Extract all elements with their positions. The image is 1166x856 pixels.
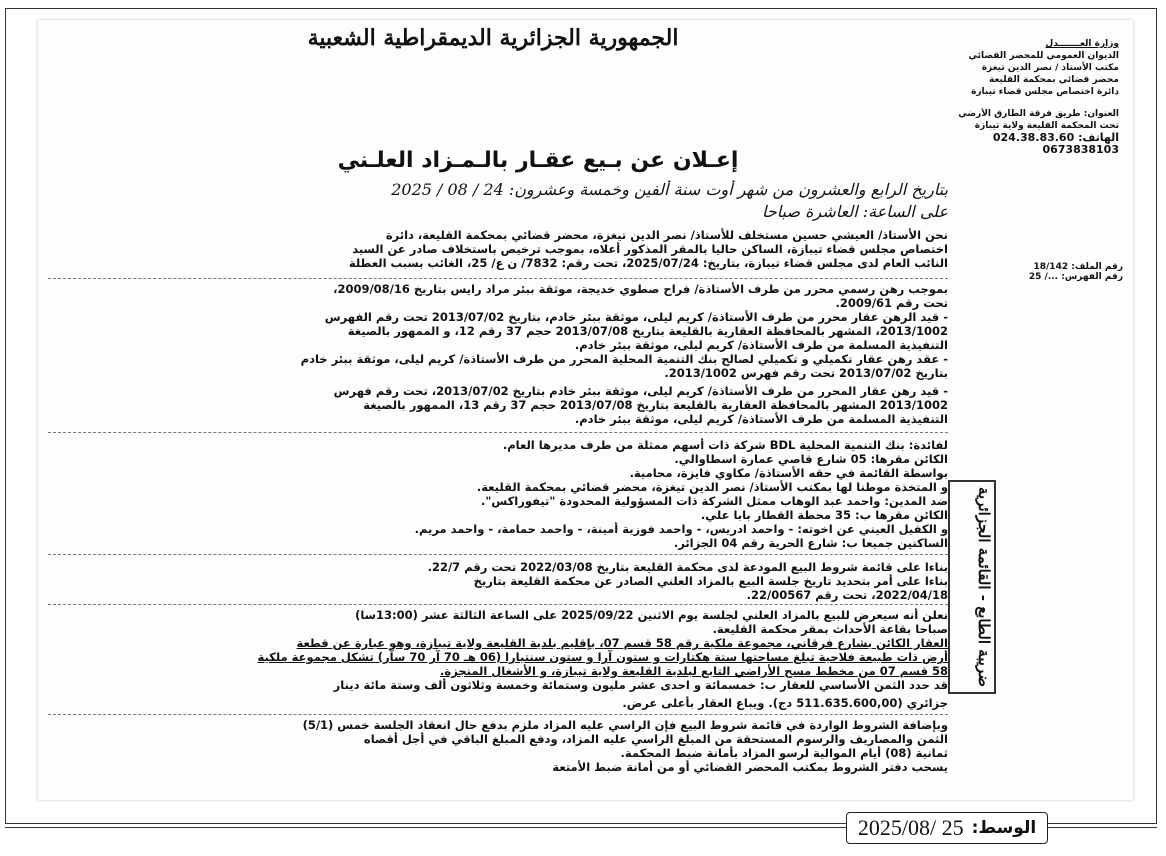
- contact-line: الهاتف: 024.38.83.60: [992, 131, 1119, 144]
- office-line: وزارة العـــــــدل: [1045, 39, 1119, 49]
- intro-line: نحن الأستاذ/ العيشي حسين مستخلف للأستاذ/ نصر الدين تيغزة، محضر قضائي بمحكمة القليعة، دائرة: [385, 228, 948, 242]
- tax-stamp: ضريبة الطابع - القائمة الجزائرية: [948, 480, 996, 694]
- basis-line: بناءا على أمر بتحديد تاريخ جلسة البيع بالمزاد العلني الصادر عن محكمة القليعة بتاريخ: [473, 574, 948, 588]
- separator: [48, 432, 948, 433]
- mortgage-line: 2013/1002 المشهر بالمحافظة العقارية بالقليعة بتاريخ 2013/07/08 حجم 37 رقم 13، الممهور بالصيغة: [363, 398, 948, 412]
- basis-line: بناءا على قائمة شروط البيع المودعة لدى محكمة القليعة بتاريخ 2022/03/08 تحت رقم 22/7.: [427, 560, 948, 574]
- legal-notice-document: [38, 20, 1133, 800]
- newspaper-name: الوسط:: [971, 818, 1037, 838]
- announcement-line: جزائري (511.635.600,00 دج). ويباع العقار بأعلى عرض.: [622, 696, 948, 710]
- closing-line: يسحب دفتر الشروط بمكتب المحضر القضائي أو من أمانة ضبط الأمتعة: [552, 760, 948, 774]
- party-line: و المتخذة موطنا لها بمكتب الأستاذ/ نصر الدين تيغزة، محضر قضائي بمحكمة القليعة.: [476, 480, 948, 494]
- file-refs: [1003, 262, 1123, 282]
- footer-rule-left: [5, 827, 847, 828]
- announcement-line: قد حدد الثمن الأساسي للعقار ب: خمسمائة و احدى عشر مليون وستمائة وخمسة وثلاثون ألف وستة مائة دينار: [333, 678, 948, 692]
- publication-date: 2025/08/ 25: [857, 815, 964, 840]
- republic-title: الجمهورية الجزائرية الديمقراطية الشعبية: [307, 25, 679, 51]
- contact-line: العنوان: طريق فرقة الطارق الأرضي: [958, 109, 1119, 119]
- announcement-line: 58 قسم 07 من مخطط مسح الأراضي التابع لبلدية القليعة ولاية تيبازة، و الأشغال المنجزة.: [440, 664, 948, 678]
- basis-line: 2022/04/18، تحت رقم 22/00567.: [746, 588, 948, 602]
- closing-line: الثمن والمصاريف والرسوم المستحقة من المبلغ الراسي عليه المزاد، ودفع المبلغ الباقي في أجل أقصاه: [363, 732, 948, 746]
- time-line: على الساعة: العاشرة صباحا: [761, 202, 948, 221]
- separator: [48, 714, 948, 715]
- separator: [48, 278, 948, 279]
- announcement-line: صباحا بقاعة الأحداث بمقر محكمة القليعة.: [712, 622, 948, 636]
- office-line: مكتب الأستاذ / نصر الدين تيغزة: [981, 63, 1119, 73]
- party-line: ضد المدين: واحمد عبد الوهاب ممثل الشركة ذات المسؤولية المحدودة "تيفوراكس".: [481, 494, 948, 508]
- notice-heading: إعـلان عن بـيع عقـار بالـمـزاد العلـني: [337, 148, 739, 173]
- office-line: الديوان العمومي للمحضر القضائي: [968, 51, 1119, 61]
- mortgage-line: بتاريخ 2013/07/02 تحت رقم فهرس 2013/1002.: [664, 366, 948, 380]
- footer-rule-right: [1046, 827, 1157, 828]
- contact-line: 0673838103: [1042, 143, 1119, 156]
- mortgage-line: - عقد رهن عقار تكميلي و تكميلي لصالح بنك التنمية المحلية المحرر من طرف الأستاذة/ كريم ليلى، موثقة ببئر خادم: [300, 352, 948, 366]
- party-line: و الكفيل العيني عن اخوته: - واحمد ادريس، - واحمد فوزية أمينة، - واحمد حمامة، - واحمد مريم.: [414, 522, 948, 536]
- separator: [48, 554, 948, 555]
- separator: [48, 604, 948, 605]
- closing-line: ثمانية (08) أيام الموالية لرسو المزاد بأمانة ضبط المحكمة.: [620, 746, 948, 760]
- announcement-line: العقار الكائن بشارع فرقاني، مجموعة ملكية رقم 58 قسم 07، بإقليم بلدية القليعة ولاية تيبازة، وهو عبارة عن قطعة: [296, 636, 948, 650]
- intro-line: اختصاص مجلس قضاء تيبازة، الساكن حاليا بالمقر المذكور أعلاه، بموجب ترخيص باستخلاف صادر عن السيد: [352, 242, 948, 256]
- publication-box: [846, 812, 1048, 844]
- mortgage-line: 2013/1002، المشهر بالمحافظة العقارية بالقليعة بتاريخ 2013/07/08 حجم 37 رقم 12، و الممهور بالصيغة: [347, 324, 948, 338]
- party-line: الكائن مقرها: 05 شارع قاصي عمارة اسطاوالي.: [674, 452, 948, 466]
- office-line: دائرة اختصاص مجلس قضاء تيبازة: [971, 87, 1119, 97]
- file-number: رقم الملف: 18/142: [1033, 262, 1123, 272]
- intro-line: النائب العام لدى مجلس قضاء تيبازة، بتاريخ: 2025/07/24، تحت رقم: 7832/ ن ع/ 25، الغائب بسبب العطلة: [348, 256, 948, 270]
- party-line: الكائن مقرها ب: 35 محطة القطار بابا علي.: [700, 508, 948, 522]
- office-line: محضر قضائي بمحكمة القليعة: [988, 75, 1119, 85]
- mortgage-line: تحت رقم 2009/61.: [835, 296, 948, 310]
- date-line: بتاريخ الرابع والعشرون من شهر أوت سنة ألفين وخمسة وعشرون: 24 / 08 / 2025: [391, 180, 948, 199]
- office-block: [929, 38, 1119, 98]
- mortgage-line: بموجب رهن رسمي محرر من طرف الأستاذة/ فراح صطوي خديجة، موثقة ببئر مراد رايس بتاريخ 2009/08/16،: [333, 282, 948, 296]
- party-line: لفائدة: بنك التنمية المحلية BDL شركة ذات أسهم ممثلة من طرف مديرها العام.: [502, 438, 948, 452]
- mortgage-line: - قيد رهن عقار المحرر من طرف الأستاذة/ كريم ليلى، موثقة ببئر خادم بتاريخ 2013/07/02، تحت رقم فهرس: [333, 384, 948, 398]
- mortgage-line: - قيد الرهن عقار محرر من طرف الأستاذة/ كريم ليلى، موثقة ببئر خادم، بتاريخ 2013/07/02 تحت رقم الفهرس: [324, 310, 948, 324]
- contact-line: تحت المحكمة القليعة ولاية تيبازة: [974, 121, 1119, 131]
- mortgage-line: التنفيذية المسلمة من طرف الأستاذة/ كريم ليلى، موثقة ببئر خادم.: [574, 412, 948, 426]
- party-line: بواسطة القائمة في حقه الأستاذة/ مكاوي فايزة، محامية.: [629, 466, 948, 480]
- index-number: رقم الفهرس: .../ 25: [1028, 272, 1123, 282]
- mortgage-line: التنفيذية المسلمة من طرف الأستاذة/ كريم ليلى، موثقة ببئر خادم.: [574, 338, 948, 352]
- party-line: الساكنين جميعا ب: شارع الحرية رقم 04 الجزائر.: [673, 536, 948, 550]
- closing-line: وبإضافة الشروط الواردة في قائمة شروط البيع فإن الراسي عليه المزاد ملزم بدفع حال انعقاد الجلسة خمس (5/1): [302, 718, 948, 732]
- announcement-line: نعلن أنه سيعرض للبيع بالمزاد العلني لجلسة يوم الاثنين 2025/09/22 على الساعة الثالثة عشر (13:00سا): [355, 608, 948, 622]
- announcement-line: أرض ذات طبيعة فلاحية تبلغ مساحتها ستة هكتارات و ستون آرا و ستون سنتيارا (06 هـ 70 آر 70 سآر) تشكل مجموعة ملكية: [257, 650, 948, 664]
